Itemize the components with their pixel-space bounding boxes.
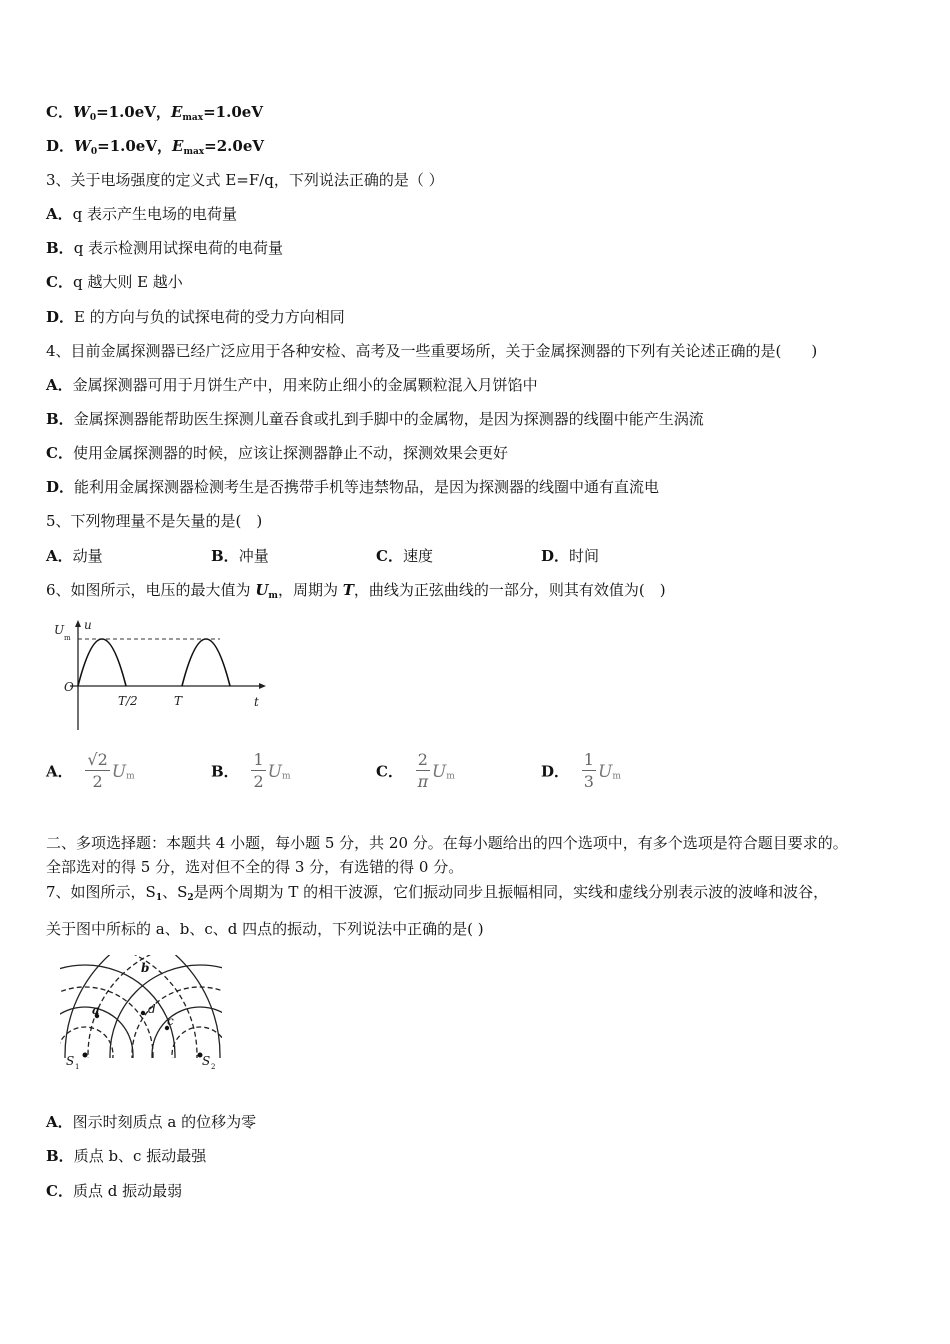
q3-option-c: C．q 越大则 E 越小 (46, 273, 183, 291)
q5-option-a: A．动量 (46, 547, 103, 565)
prev-option-d: D．$W_0=1.0eV$，$E_{max}=2.0eV$ (46, 137, 265, 157)
label-s2-sub: 2 (211, 1063, 216, 1071)
second-half-sine (182, 639, 230, 686)
first-half-sine (78, 639, 126, 686)
q3-option-b: B．q 表示检测用试探电荷的电荷量 (46, 239, 284, 257)
q6-option-b: B． $\frac{1}{2}$ $U_m$ (211, 750, 291, 791)
label-a: a (92, 1003, 100, 1017)
q3-option-d: D．E 的方向与负的试探电荷的受力方向相同 (46, 308, 345, 326)
label-c: c (167, 1014, 174, 1028)
q7-option-b: B．质点 b、c 振动最强 (46, 1147, 207, 1165)
q4-option-a: A．金属探测器可用于月饼生产中，用来防止细小的金属颗粒混入月饼馅中 (46, 376, 538, 394)
q5-stem: 5、下列物理量不是矢量的是( ) (46, 512, 263, 530)
prev-option-c: C．$W_0=1.0eV$，$E_{max}=1.0eV$ (46, 103, 263, 123)
q6-option-a: A． $\frac{√2}{2}$ $U_m$ (46, 750, 135, 791)
q3-option-a: A．q 表示产生电场的电荷量 (46, 205, 238, 223)
q6-voltage-graph (50, 618, 270, 733)
q5-option-c: C．速度 (376, 547, 433, 565)
graph-period-label: T (174, 694, 183, 708)
graph-t-label: t (254, 695, 259, 709)
label-b: b (141, 961, 150, 975)
graph-half-period-label: T/2 (118, 694, 138, 708)
section2-line2: 全部选对的得 5 分，选对但不全的得 3 分，有选错的得 0 分。 (46, 858, 464, 876)
s1-trough-3 (60, 955, 197, 1075)
s2-trough-1 (172, 1027, 225, 1075)
t-axis-arrow-icon (259, 683, 266, 689)
u-axis-arrow-icon (75, 620, 81, 627)
q6-b-fraction: $\frac{1}{2}$ (253, 750, 264, 791)
q5-option-d: D．时间 (541, 547, 600, 565)
q6-option-d: D． $\frac{1}{3}$ $U_m$ (541, 750, 621, 791)
q6-option-c: C． $\frac{2}{\pi}$ $U_m$ (376, 750, 455, 791)
q7-stem-line2: 关于图中所标的 a、b、c、d 四点的振动，下列说法中正确的是( ) (46, 920, 484, 938)
q5-option-b: B．冲量 (211, 547, 269, 565)
graph-um-sub: m (64, 634, 71, 642)
q4-option-d: D．能利用金属探测器检测考生是否携带手机等违禁物品，是因为探测器的线圈中通有直流电 (46, 478, 660, 496)
s1-point (83, 1053, 88, 1058)
graph-origin-label: O (64, 680, 74, 694)
graph-um-label: U (54, 623, 65, 637)
q7-option-c: C．质点 d 振动最弱 (46, 1182, 183, 1200)
label-d: d (148, 1002, 156, 1016)
point-d (141, 1011, 145, 1015)
q7-option-a: A．图示时刻质点 a 的位移为零 (46, 1113, 257, 1131)
q3-stem: 3、关于电场强度的定义式 E=F/q，下列说法正确的是（ ） (46, 171, 444, 189)
q6-d-fraction: $\frac{1}{3}$ (583, 750, 594, 791)
q7-stem-line1: 7、如图所示，$S_1$、$S_2$是两个周期为 T 的相干波源，它们振动同步且振幅相同，实线和虚线分别表示波的波峰和波谷， (46, 883, 829, 903)
q4-stem: 4、目前金属探测器已经广泛应用于各种安检、高考及一些重要场所，关于金属探测器的下列有关论述正确的是( ) (46, 342, 818, 360)
q6-a-fraction: $\frac{√2}{2}$ (87, 750, 108, 791)
q6-stem: 6、如图所示，电压的最大值为 $U_m$，周期为 T，曲线为正弦曲线的一部分，则其有效值为( ) (46, 581, 666, 601)
q7-interference-figure (60, 955, 225, 1075)
label-s1: S (66, 1054, 75, 1068)
label-s1-sub: 1 (75, 1063, 80, 1071)
section2-line1: 二、多项选择题：本题共 4 小题，每小题 5 分，共 20 分。在每小题给出的四个选项中，有多个选项是符合题目要求的。 (46, 834, 848, 852)
graph-u-label: u (84, 618, 92, 632)
s2-trough-2 (132, 987, 225, 1075)
q4-option-b: B．金属探测器能帮助医生探测儿童吞食或扎到手脚中的金属物，是因为探测器的线圈中能产生涡流 (46, 410, 704, 428)
label-s2: S (202, 1054, 211, 1068)
q4-option-c: C．使用金属探测器的时候，应该让探测器静止不动，探测效果会更好 (46, 444, 508, 462)
q6-c-fraction: $\frac{2}{\pi}$ (417, 750, 429, 791)
